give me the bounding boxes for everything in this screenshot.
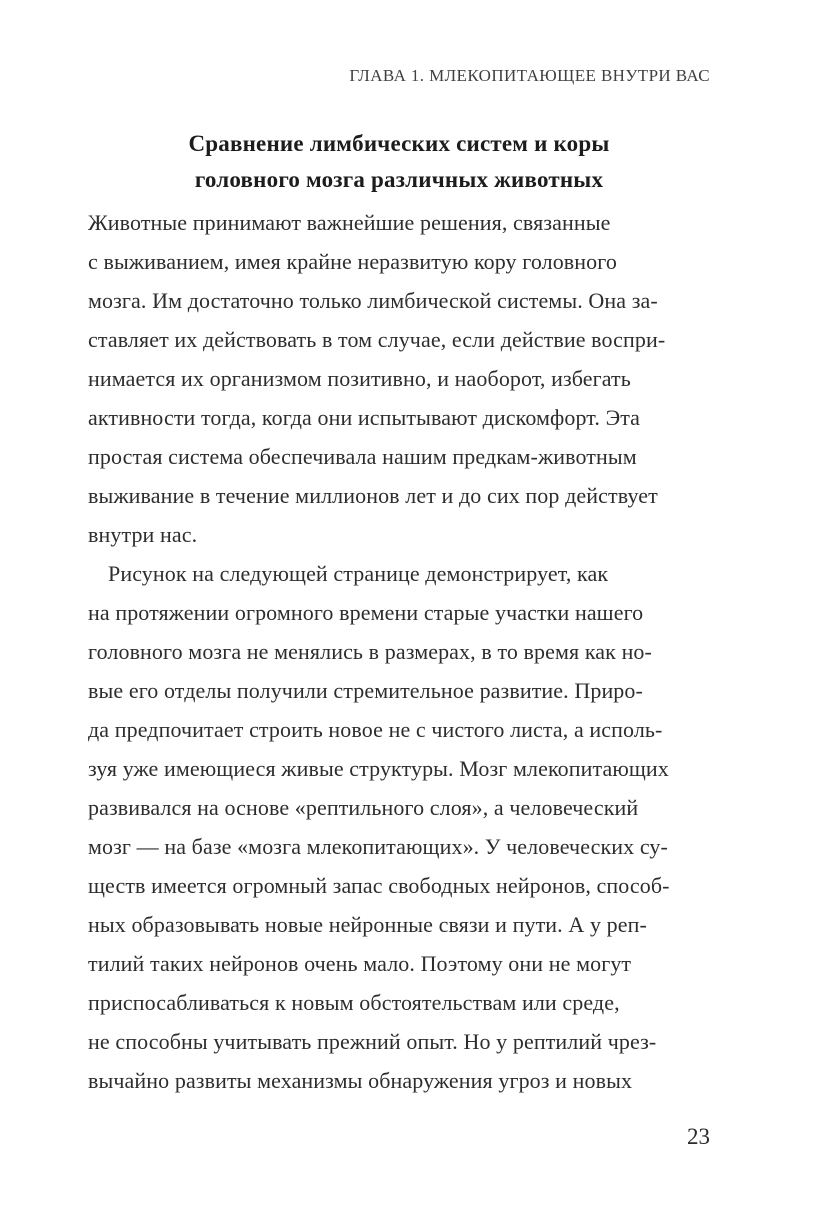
text-line: активности тогда, когда они испытывают дискомфорт. Эта	[88, 405, 641, 430]
text-line: Рисунок на следующей странице демонстрирует, как	[108, 561, 609, 586]
text-line: Животные принимают важнейшие решения, связанные	[88, 210, 611, 235]
text-line: на протяжении огромного времени старые участки нашего	[88, 600, 644, 625]
text-line: развивался на основе «рептильного слоя», а человеческий	[88, 795, 639, 820]
text-line: зуя уже имеющиеся живые структуры. Мозг млекопитающих	[88, 756, 669, 781]
text-line: мозг — на базе «мозга млекопитающих». У человеческих су-	[88, 834, 668, 859]
paragraph-2	[88, 554, 728, 1100]
text-line: ных образовывать новые нейронные связи и пути. А у реп-	[88, 912, 647, 937]
running-head: ГЛАВА 1. МЛЕКОПИТАЮЩЕЕ ВНУТРИ ВАС	[349, 66, 710, 85]
text-line: да предпочитает строить новое не с чистого листа, а исполь-	[88, 717, 663, 742]
text-line: не способны учитывать прежний опыт. Но у рептилий чрез-	[88, 1029, 657, 1054]
text-line: головного мозга не менялись в размерах, в то время как но-	[88, 639, 652, 664]
paragraph-1	[88, 203, 728, 554]
page-number: 23	[687, 1124, 710, 1149]
section-title-line-2: головного мозга различных животных	[194, 167, 604, 192]
text-line: тилий таких нейронов очень мало. Поэтому они не могут	[88, 951, 632, 976]
text-line: с выживанием, имея крайне неразвитую кору головного	[88, 249, 617, 274]
text-line: приспосабливаться к новым обстоятельствам или среде,	[88, 990, 620, 1015]
text-line: выживание в течение миллионов лет и до сих пор действует	[88, 483, 658, 508]
body-text	[88, 203, 728, 1100]
text-line: простая система обеспечивала нашим предкам-животным	[88, 444, 637, 469]
text-line: мозга. Им достаточно только лимбической системы. Она за-	[88, 288, 658, 313]
text-line: внутри нас.	[88, 522, 198, 547]
section-title-line-1: Сравнение лимбических систем и коры	[188, 131, 610, 156]
text-line: вые его отделы получили стремительное развитие. Приро-	[88, 678, 643, 703]
text-line: ставляет их действовать в том случае, если действие воспри-	[88, 327, 666, 352]
section-title	[88, 126, 710, 198]
text-line: вычайно развиты механизмы обнаружения угроз и новых	[88, 1068, 633, 1093]
text-line: нимается их организмом позитивно, и наоборот, избегать	[88, 366, 631, 391]
text-line: ществ имеется огромный запас свободных нейронов, способ-	[88, 873, 670, 898]
